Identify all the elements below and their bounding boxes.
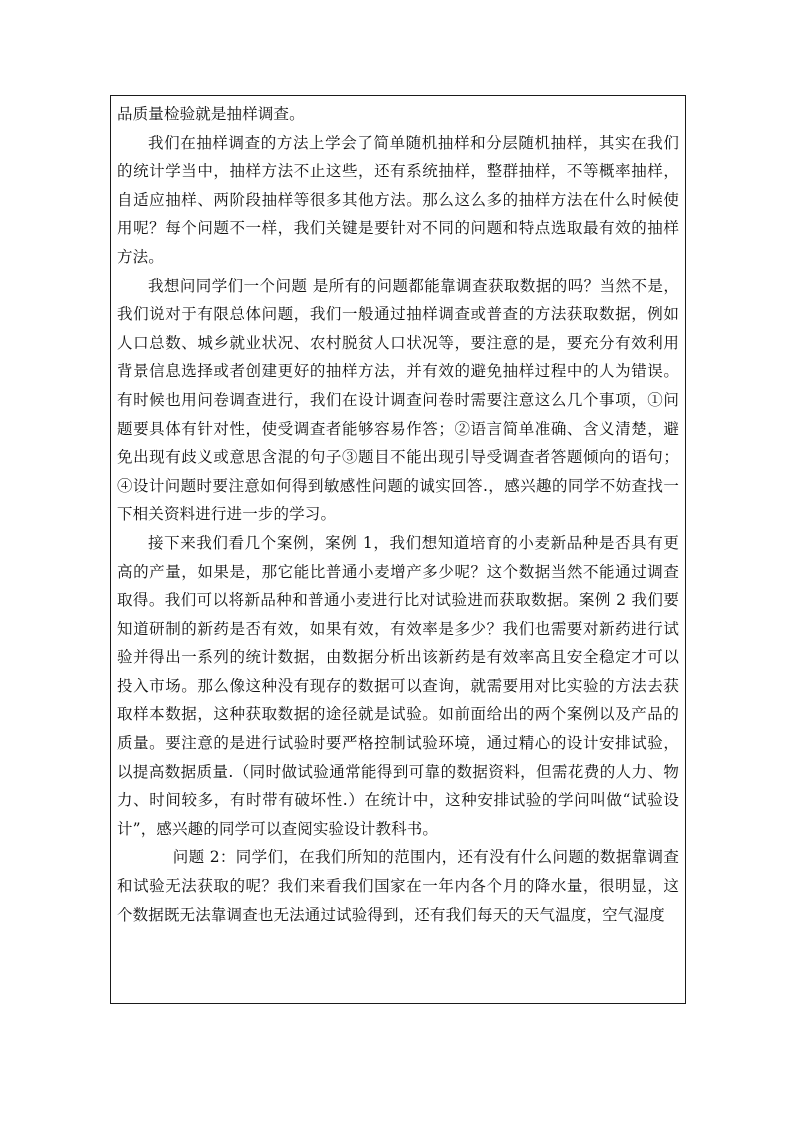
paragraph-question-2: 问题 2：同学们，在我们所知的范围内，还有没有什么问题的数据靠调查和试验无法获取的呢？我们来看我们国家在一年内各个月的降水量，很明显，这个数据既无法靠调查也无法通过试验得到，还有我们每天的天气温度，空气湿度 (117, 848, 679, 924)
paragraph-survey-questions: 我想问同学们一个问题 是所有的问题都能靠调查获取数据的吗？当然不是，我们说对于有限总体问题，我们一般通过抽样调查或普查的方法获取数据，例如人口总数、城乡就业状况、农村脱贫人口状况等，要注意的是，要充分有效利用背景信息选择或者创建更好的抽样方法，并有效的避免抽样过程中的人为错误。有时候也用问卷调查进行，我们在设计调查问卷时需要注意这么几个事项，①问题要具体有针对性，使受调查者能够容易作答；②语言简单准确、含义清楚，避免出现有歧义或意思含混的句子③题目不能出现引导受调查者答题倾向的语句；④设计问题时要注意如何得到敏感性问题的诚实回答.，感兴趣的同学不妨查找一下相关资料进行进一步的学习。 (117, 276, 679, 524)
paragraph-experiment-cases: 接下来我们看几个案例，案例 1，我们想知道培育的小麦新品种是否具有更高的产量，如果是，那它能比普通小麦增产多少呢？这个数据当然不能通过调查取得。我们可以将新品种和普通小麦进行比对试验进而获取数据。案例 2 我们要知道研制的新药是否有效，如果有效，有效率是多少？我们也需要对新药进行试验并得出一系列的统计数据，由数据分析出该新药是有效率高且安全稳定才可以投入市场。那么像这种没有现存的数据可以查询，就需要用对比实验的方法去获取样本数据，这种获取数据的途径就是试验。如前面给出的两个案例以及产品的质量。要注意的是进行试验时要严格控制试验环境，通过精心的设计安排试验，以提高数据质量.（同时做试验通常能得到可靠的数据资料，但需花费的人力、物力、时间较多，有时带有破坏性.）在统计中，这种安排试验的学问叫做“试验设计”，感兴趣的同学可以查阅实验设计教科书。 (117, 533, 679, 838)
document-table-cell (110, 95, 686, 1004)
document-body (117, 100, 679, 929)
paragraph-continuation: 品质量检验就是抽样调查。 (117, 105, 305, 123)
paragraph-sampling-methods: 我们在抽样调查的方法上学会了简单随机抽样和分层随机抽样，其实在我们的统计学当中，抽样方法不止这些，还有系统抽样，整群抽样，不等概率抽样，自适应抽样、两阶段抽样等很多其他方法。那么这么多的抽样方法在什么时候使用呢？每个问题不一样，我们关键是要针对不同的问题和特点选取最有效的抽样方法。 (117, 133, 679, 266)
